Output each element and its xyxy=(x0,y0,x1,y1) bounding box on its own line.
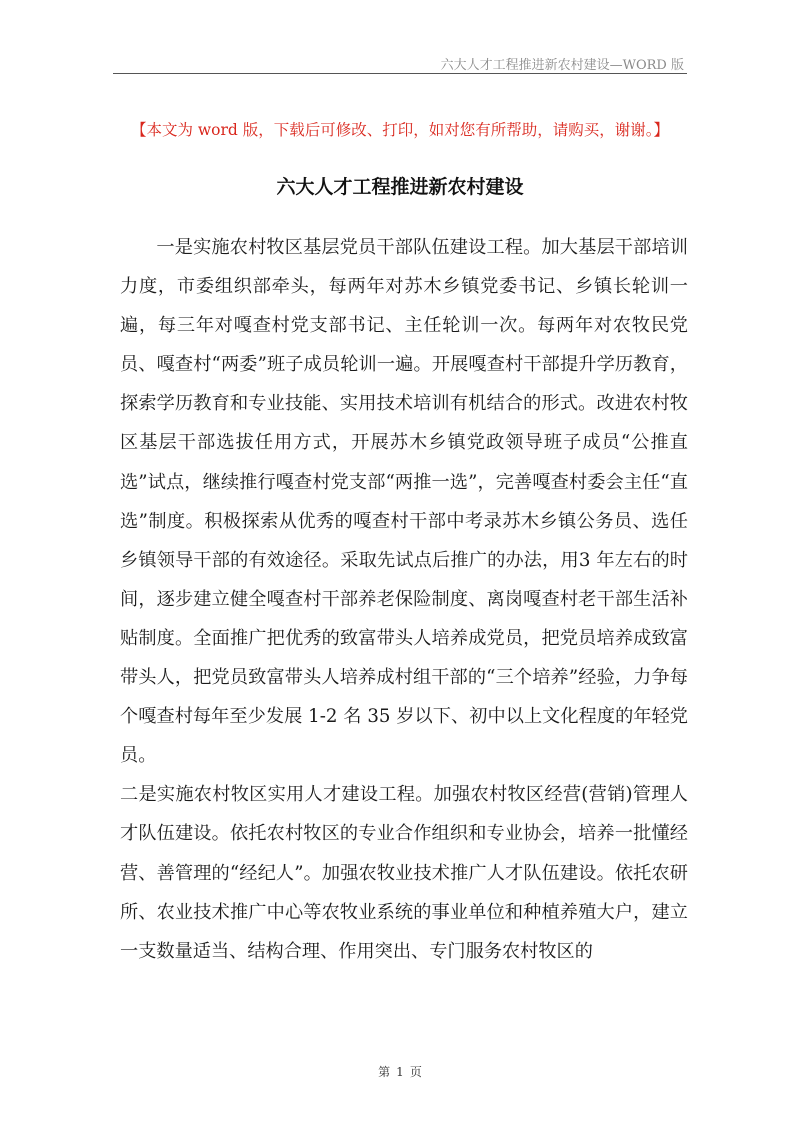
document-title: 六大人才工程推进新农村建设 xyxy=(276,176,524,198)
page-number: 1 xyxy=(396,1065,404,1079)
page-footer xyxy=(0,1063,800,1080)
document-body xyxy=(120,228,688,971)
page-prefix: 第 xyxy=(378,1065,391,1079)
page-suffix: 页 xyxy=(409,1065,422,1079)
running-header: 六大人才工程推进新农村建设—WORD 版 xyxy=(440,58,684,73)
header-divider xyxy=(113,73,687,74)
download-notice: 【本文为 word 版，下载后可修改、打印，如对您有所帮助，请购买，谢谢。】 xyxy=(130,121,670,139)
paragraph-1: 一是实施农村牧区基层党员干部队伍建设工程。加大基层干部培训力度，市委组织部牵头，每两年对苏木乡镇党委书记、乡镇长轮训一遍，每三年对嘎查村党支部书记、主任轮训一次。每两年对农牧民党员、嘎查村“两委”班子成员轮训一遍。开展嘎查村干部提升学历教育，探索学历教育和专业技能、实用技术培训有机结合的形式。改进农村牧区基层干部选拔任用方式，开展苏木乡镇党政领导班子成员“公推直选”试点，继续推行嘎查村党支部“两推一选”，完善嘎查村委会主任“直选”制度。积极探索从优秀的嘎查村干部中考录苏木乡镇公务员、选任乡镇领导干部的有效途径。采取先试点后推广的办法，用3 年左右的时间，逐步建立健全嘎查村干部养老保险制度、离岗嘎查村老干部生活补贴制度。全面推广把优秀的致富带头人培养成党员，把党员培养成致富带头人，把党员致富带头人培养成村组干部的“三个培养”经验，力争每个嘎查村每年至少发展 1-2 名 35 岁以下、初中以上文化程度的年轻党员。 xyxy=(120,237,688,767)
paragraph-2: 二是实施农村牧区实用人才建设工程。加强农村牧区经营(营销)管理人才队伍建设。依托农村牧区的专业合作组织和专业协会，培养一批懂经营、善管理的“经纪人”。加强农牧业技术推广人才队伍建设。依托农研所、农业技术推广中心等农牧业系统的事业单位和种植养殖大户，建立一支数量适当、结构合理、作用突出、专门服务农村牧区的 xyxy=(120,784,688,962)
